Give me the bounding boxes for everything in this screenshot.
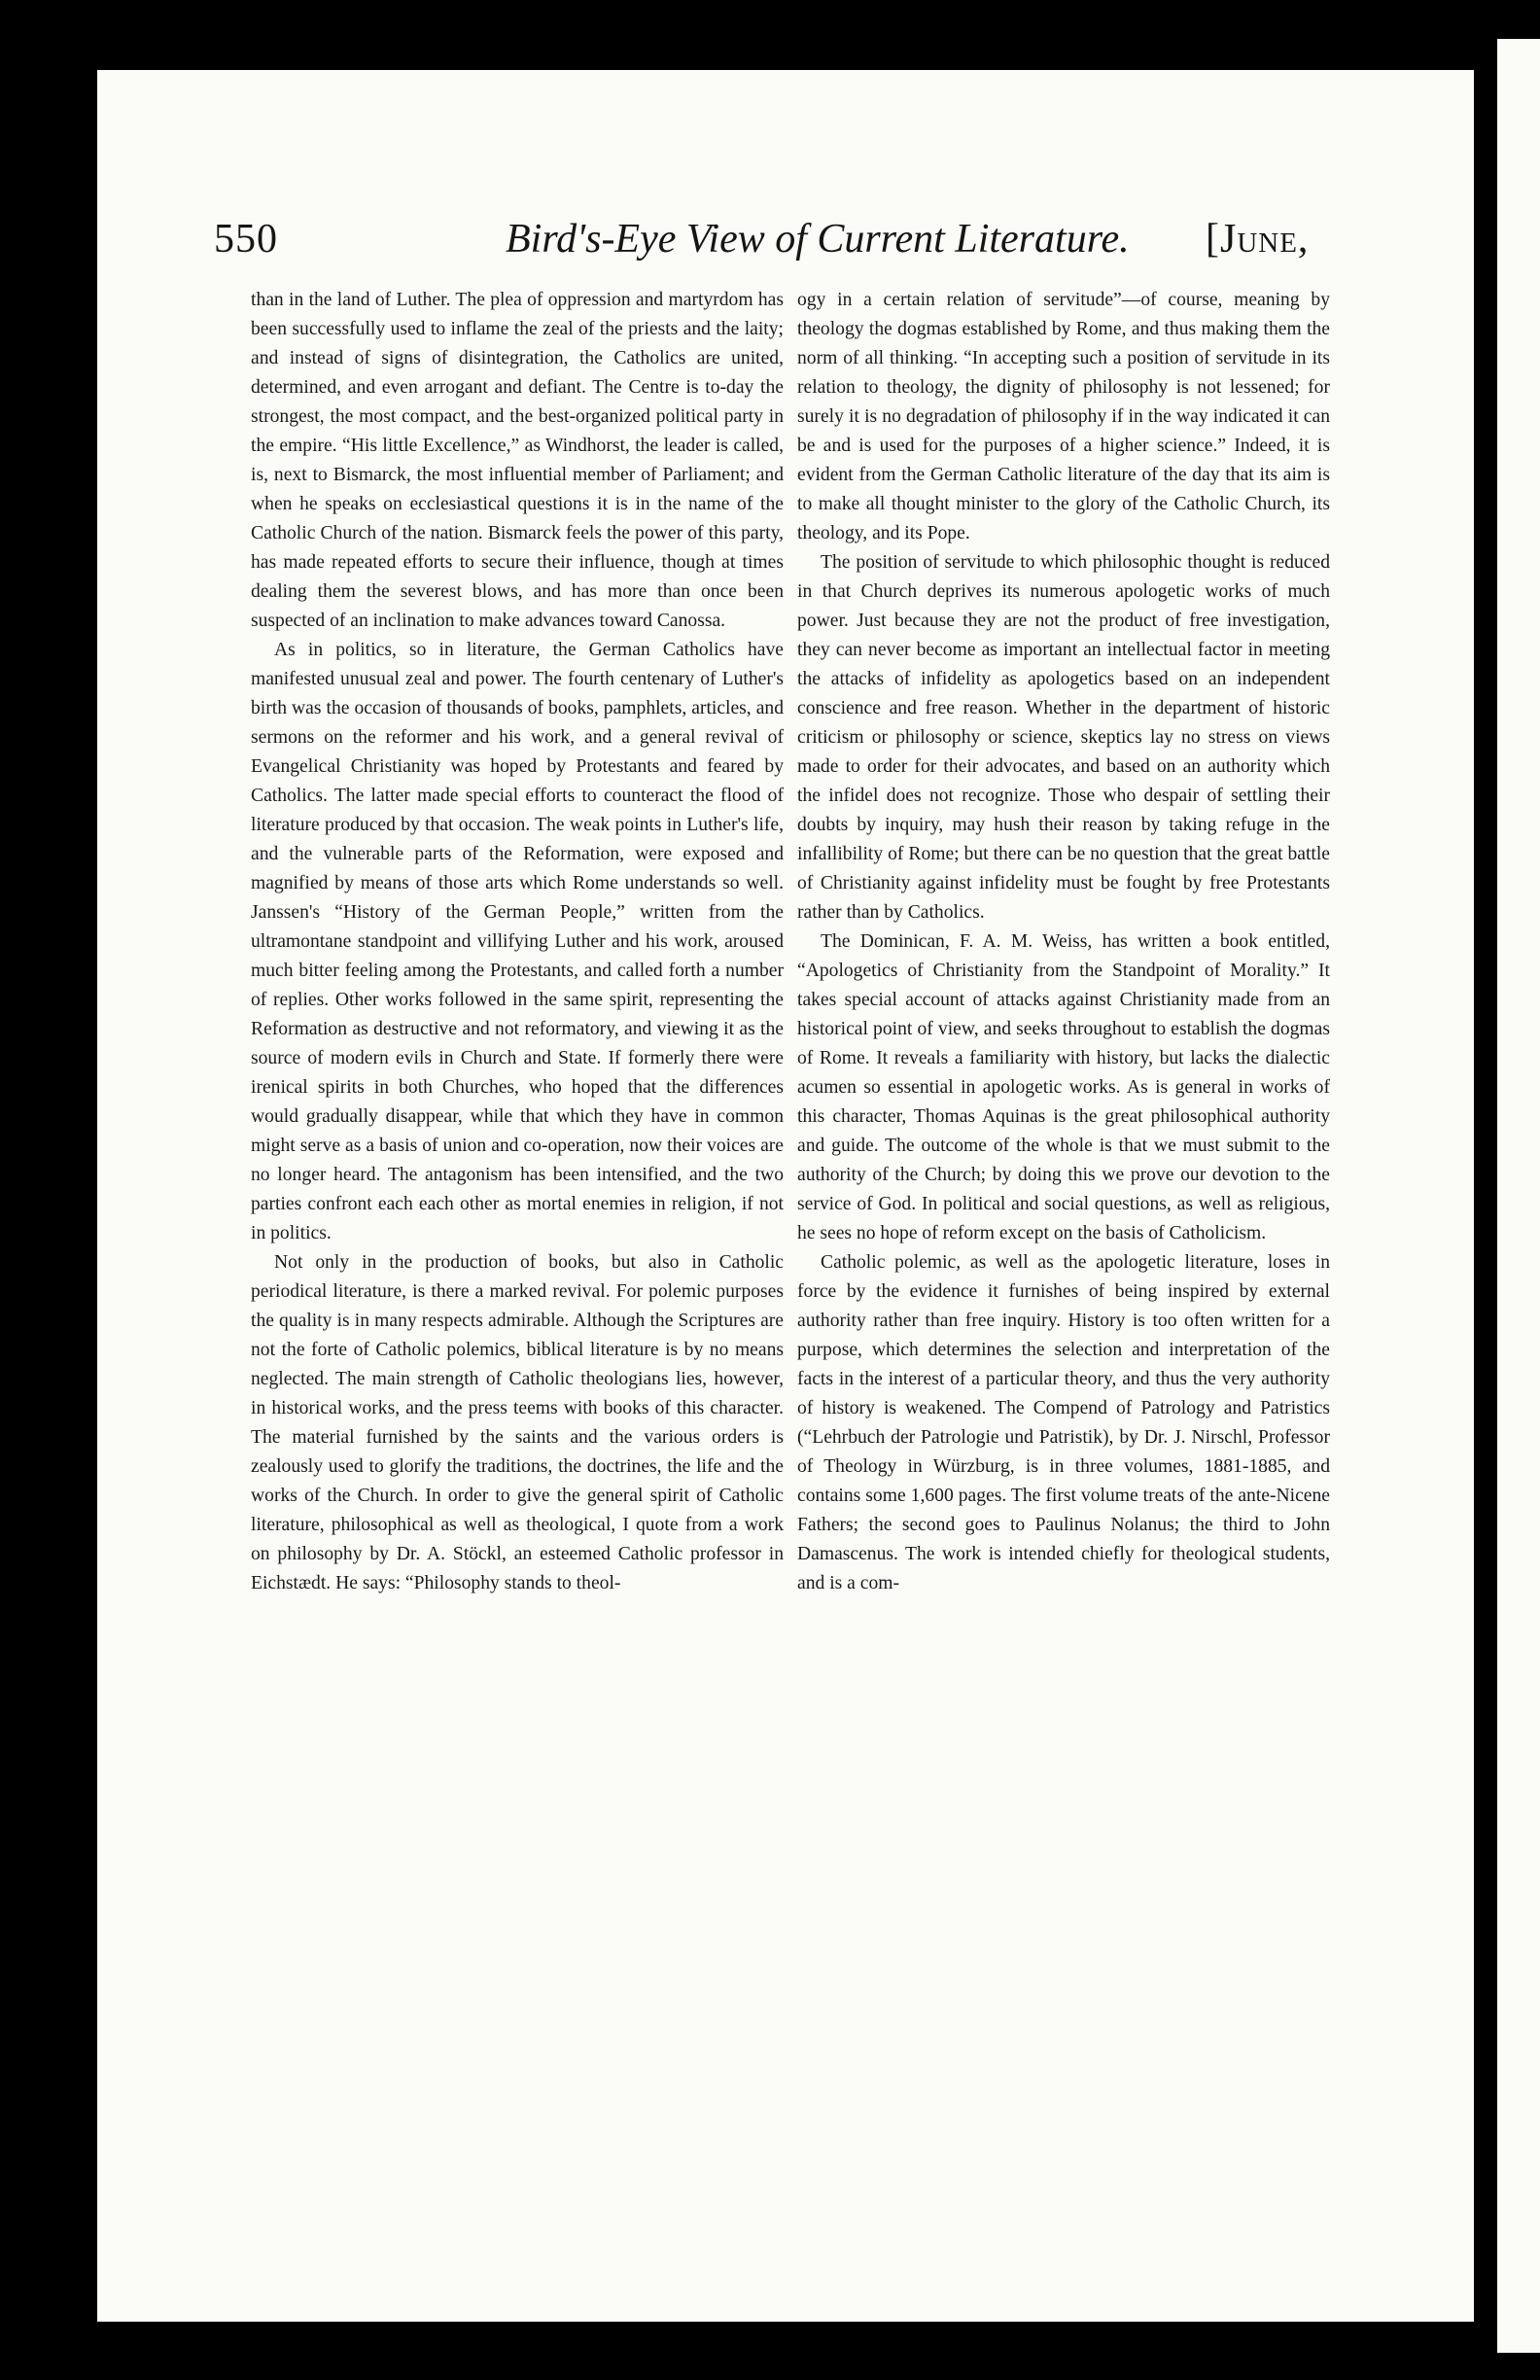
right-column [797,286,1330,1598]
paragraph: As in politics, so in literature, the German Catholics have manifested unusual zeal and power. The fourth centenary of Luther's birth was the occasion of thousands of books, pamphlets, articles, and sermons on the reformer and his work, and a general revival of Evangelical Christianity was hoped by Protestants and feared by Catholics. The latter made special efforts to counteract the flood of literature produced by that occasion. The weak points in Luther's life, and the vulnerable parts of the Reformation, were exposed and magnified by means of those arts which Rome understands so well. Janssen's “History of the German People,” written from the ultramontane standpoint and villifying Luther and his work, aroused much bitter feeling among the Protestants, and called forth a number of replies. Other works followed in the same spirit, representing the Reformation as destructive and not reformatory, and viewing it as the source of modern evils in Church and State. If formerly there were irenical spirits in both Churches, who hoped that the differences would gradually disappear, while that which they have in common might serve as a basis of union and co-operation, now their voices are no longer heard. The antagonism has been intensified, and the two parties confront each each other as mortal enemies in religion, if not in politics. [251,640,784,1243]
adjacent-page-edge [1497,39,1540,2353]
page-number: 550 [214,217,278,262]
paragraph: ogy in a certain relation of servitude”—of course, meaning by theology the dogmas established by Rome, and thus making them the norm of all thinking. “In accepting such a position of servitude in its relation to theology, the dignity of philosophy is not lessened; for surely it is no degradation of philosophy if in the way indicated it can be and is used for the purposes of a higher science.” Indeed, it is evident from the German Catholic literature of the day that its aim is to make all thought minister to the glory of the Catholic Church, its theology, and its Pope. [797,290,1330,543]
book-page [97,70,1474,2322]
paragraph: Catholic polemic, as well as the apologetic literature, loses in force by the evidence it furnishes of being inspired by external authority rather than free inquiry. History is too often written for a purpose, which determines the selection and interpretation of the facts in the interest of a particular theory, and thus the very authority of history is weakened. The Compend of Patrology and Patristics (“Lehrbuch der Patrologie und Patristik), by Dr. J. Nirschl, Professor of Theology in Würzburg, is in three volumes, 1881-1885, and contains some 1,600 pages. The first volume treats of the ante-Nicene Fathers; the second goes to Paulinus Nolanus; the third to John Damascenus. The work is intended chiefly for theological students, and is a com- [797,1252,1330,1593]
left-column [251,286,784,1598]
page-header [97,216,1474,284]
paragraph: The Dominican, F. A. M. Weiss, has written a book entitled, “Apologetics of Christianity from the Standpoint of Morality.” It takes special account of attacks against Christianity made from an historical point of view, and seeks throughout to establish the dogmas of Rome. It reveals a familiarity with history, but lacks the dialectic acumen so essential in apologetic works. As is general in works of this character, Thomas Aquinas is the great philosophical authority and guide. The outcome of the whole is that we must submit to the authority of the Church; by doing this we prove our devotion to the service of God. In political and social questions, as well as religious, he sees no hope of reform except on the basis of Catholicism. [797,931,1330,1243]
paragraph: The position of servitude to which philosophic thought is reduced in that Church deprives its numerous apologetic works of much power. Just because they are not the product of free investigation, they can never become as important an intellectual factor in meeting the attacks of infidelity as apologetics based on an independent conscience and free reason. Whether in the department of historic criticism or philosophy or science, skeptics lay no stress on views made to order for their advocates, and based on an authority which the infidel does not recognize. Those who despair of settling their doubts by inquiry, may hush their reason by taking refuge in the infallibility of Rome; but there can be no question that the great battle of Christianity against infidelity must be fought by free Protestants rather than by Catholics. [797,552,1330,923]
paragraph: than in the land of Luther. The plea of oppression and martyrdom has been successfully used to inflame the zeal of the priests and the laity; and instead of signs of disintegration, the Catholics are united, determined, and even arrogant and defiant. The Centre is to-day the strongest, the most compact, and the best-organized political party in the empire. “His little Excellence,” as Windhorst, the leader is called, is, next to Bismarck, the most influential member of Parliament; and when he speaks on ecclesiastical questions it is in the name of the Catholic Church of the nation. Bismarck feels the power of this party, has made repeated efforts to secure their influence, though at times dealing them the severest blows, and has more than once been suspected of an inclination to make advances toward Canossa. [251,290,784,631]
running-title: Bird's-Eye View of Current Literature. [506,217,1130,262]
issue-label: [June, [1206,217,1310,262]
paragraph: Not only in the production of books, but also in Catholic periodical literature, is there a marked revival. For polemic purposes the quality is in many respects admirable. Although the Scriptures are not the forte of Catholic polemics, biblical literature is by no means neglected. The main strength of Catholic theologians lies, however, in historical works, and the press teems with books of this character. The material furnished by the saints and the various orders is zealously used to glorify the traditions, the doctrines, the life and the works of the Church. In order to give the general spirit of Catholic literature, philosophical as well as theological, I quote from a work on philosophy by Dr. A. Stöckl, an esteemed Catholic professor in Eichstædt. He says: “Philosophy stands to theol- [251,1252,784,1593]
